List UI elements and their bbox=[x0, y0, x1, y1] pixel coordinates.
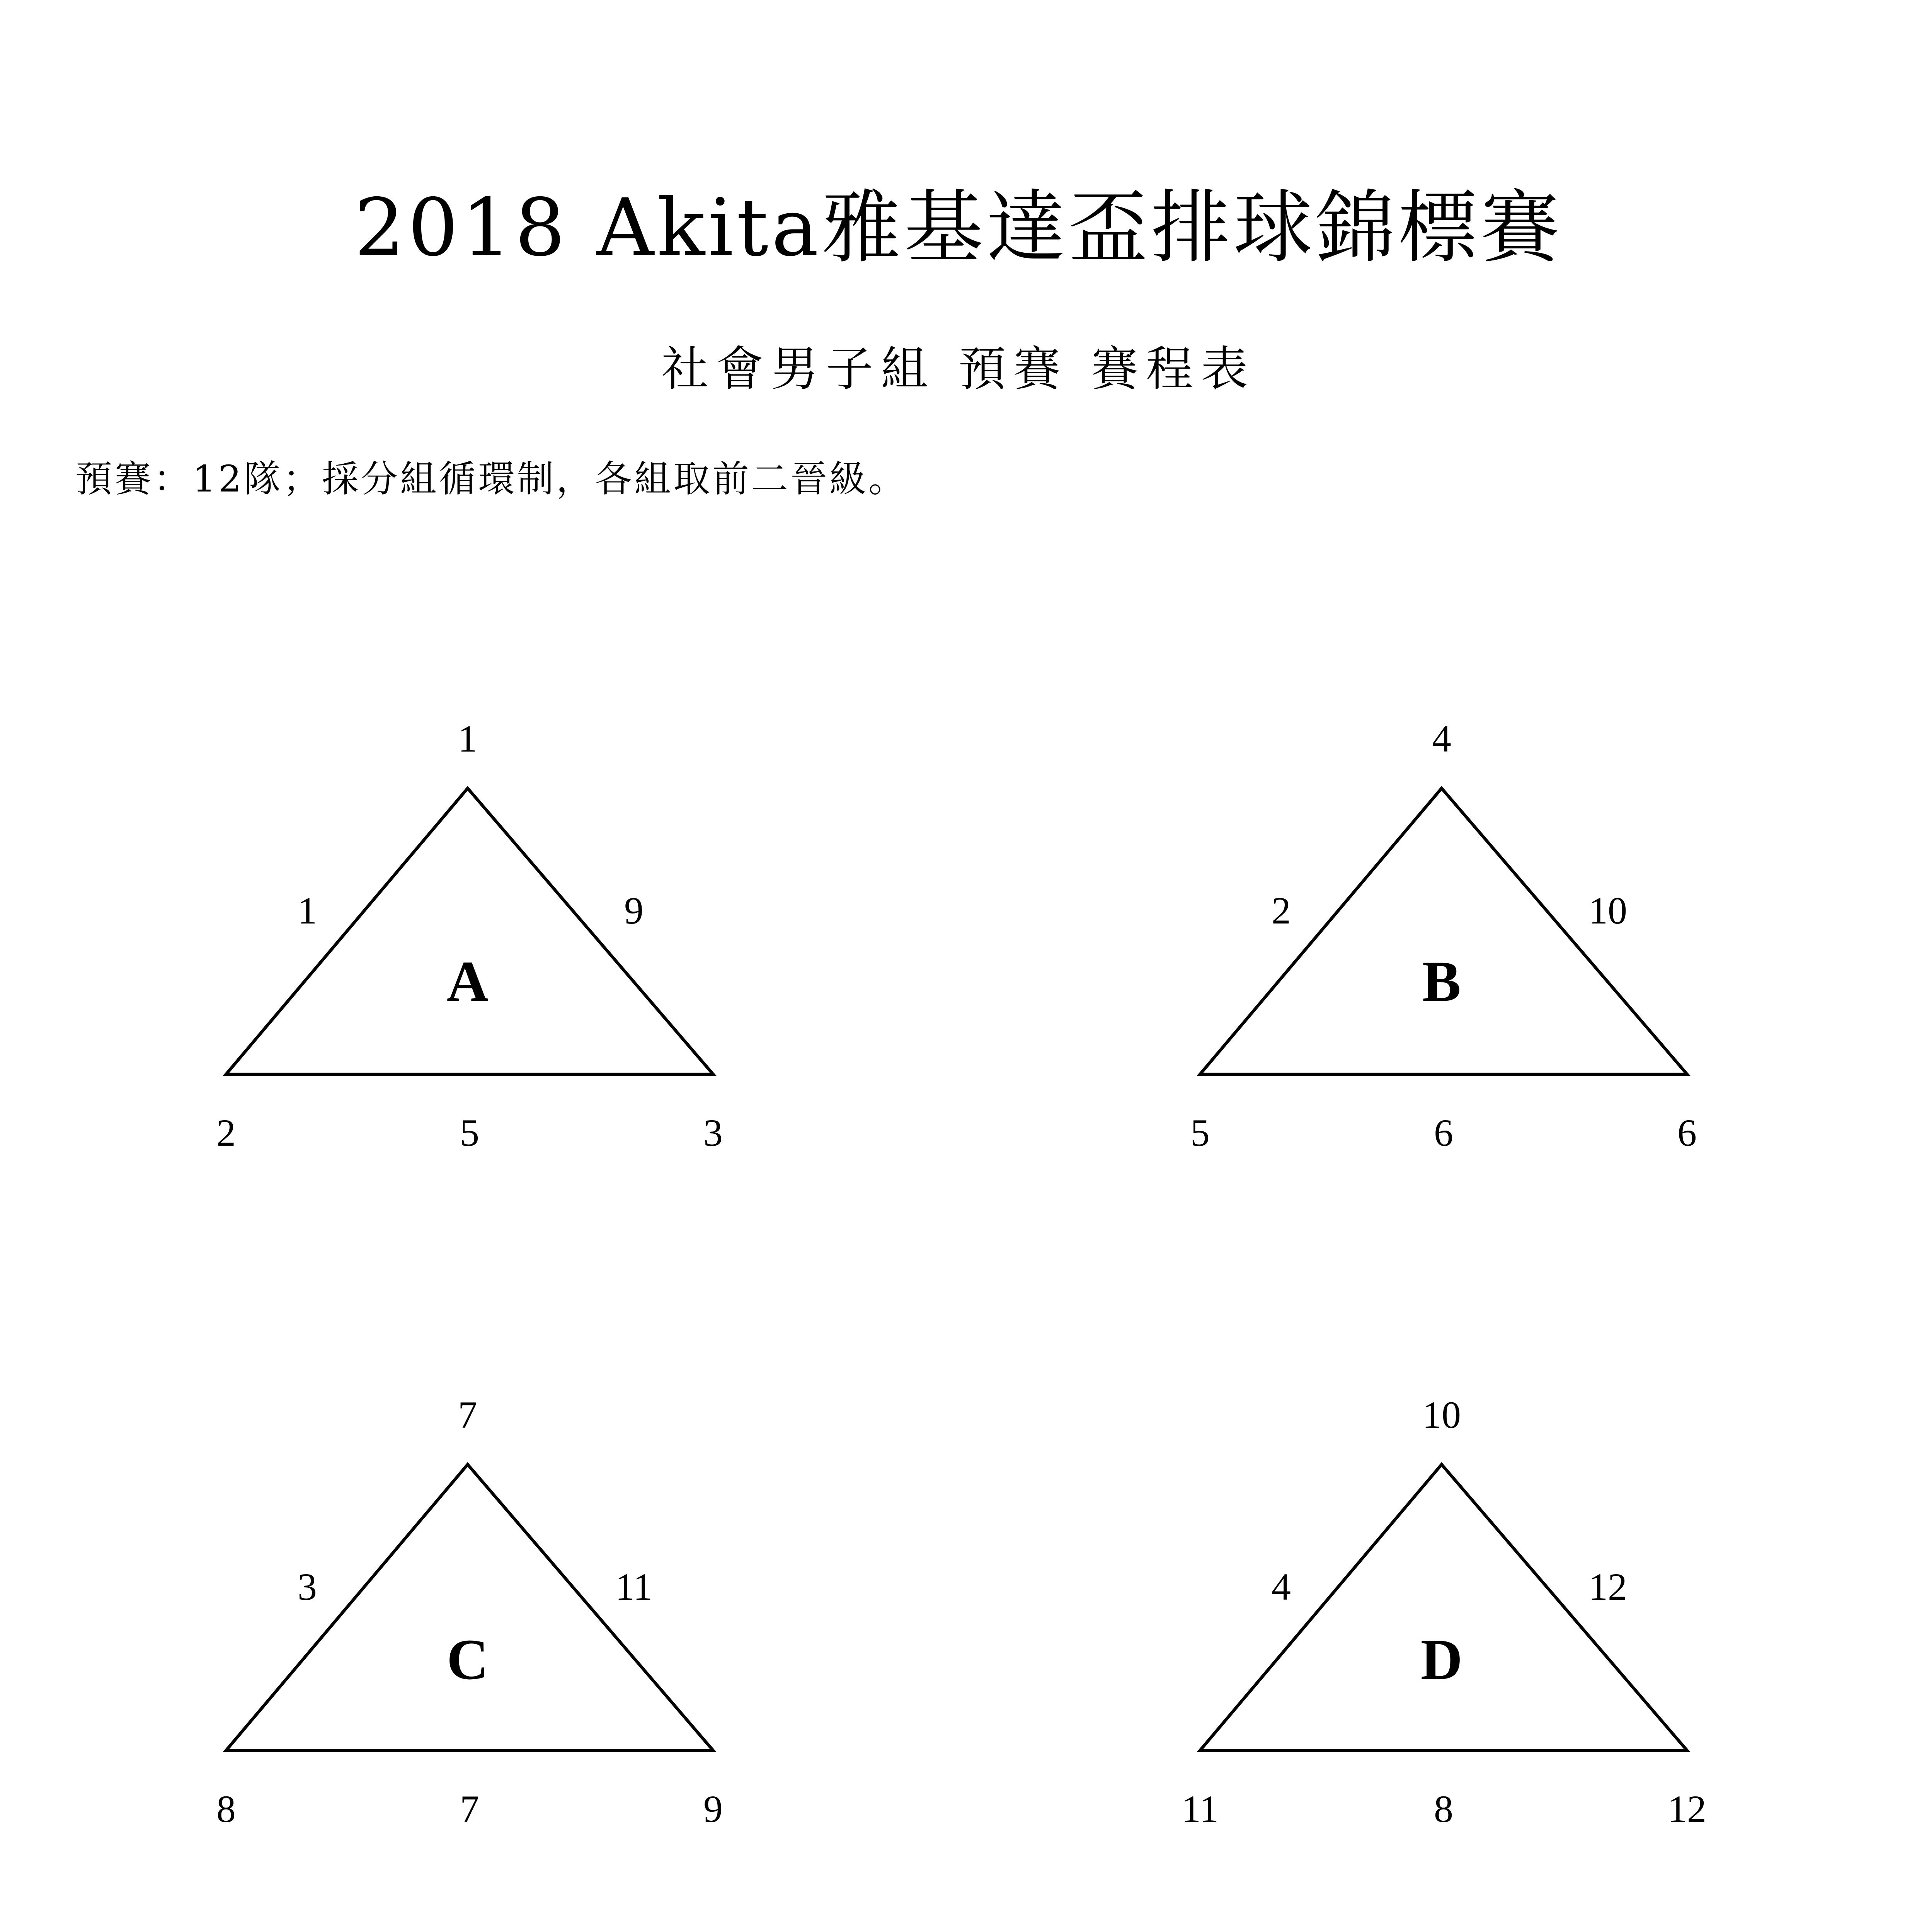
match-number: 6 bbox=[1434, 1111, 1453, 1154]
match-number: 4 bbox=[1272, 1565, 1291, 1608]
group-label: B bbox=[1422, 949, 1461, 1014]
team-number: 1 bbox=[458, 717, 477, 760]
group-label: A bbox=[446, 949, 489, 1014]
team-number: 11 bbox=[1181, 1787, 1219, 1830]
match-number: 2 bbox=[1272, 889, 1291, 932]
page-title: 2018 Akita雅基達盃排球錦標賽 bbox=[354, 182, 1563, 274]
match-number: 8 bbox=[1434, 1787, 1453, 1830]
group-d bbox=[1182, 1393, 1706, 1830]
match-number: 7 bbox=[460, 1787, 479, 1830]
team-number: 6 bbox=[1677, 1111, 1697, 1154]
competition-rule: 預賽：12隊；採分組循環制，各組取前二晉級。 bbox=[75, 458, 907, 500]
team-number: 7 bbox=[458, 1393, 477, 1436]
match-number: 11 bbox=[615, 1565, 653, 1608]
team-number: 8 bbox=[216, 1787, 236, 1830]
group-b bbox=[1190, 717, 1697, 1154]
match-number: 3 bbox=[298, 1565, 317, 1608]
page-subtitle: 社會男子組 預賽 賽程表 bbox=[661, 342, 1256, 396]
group-label: C bbox=[446, 1628, 489, 1692]
group-c bbox=[216, 1393, 723, 1830]
team-number: 2 bbox=[216, 1111, 236, 1154]
team-number: 4 bbox=[1432, 717, 1451, 760]
team-number: 3 bbox=[703, 1111, 723, 1154]
team-number: 5 bbox=[1190, 1111, 1210, 1154]
team-number: 12 bbox=[1668, 1787, 1706, 1830]
match-number: 9 bbox=[624, 889, 644, 932]
team-number: 10 bbox=[1422, 1393, 1461, 1436]
match-number: 1 bbox=[298, 889, 317, 932]
group-label: D bbox=[1420, 1628, 1463, 1692]
group-a bbox=[216, 717, 723, 1154]
match-number: 12 bbox=[1588, 1565, 1627, 1608]
match-number: 5 bbox=[460, 1111, 479, 1154]
match-number: 10 bbox=[1588, 889, 1627, 932]
team-number: 9 bbox=[703, 1787, 723, 1830]
